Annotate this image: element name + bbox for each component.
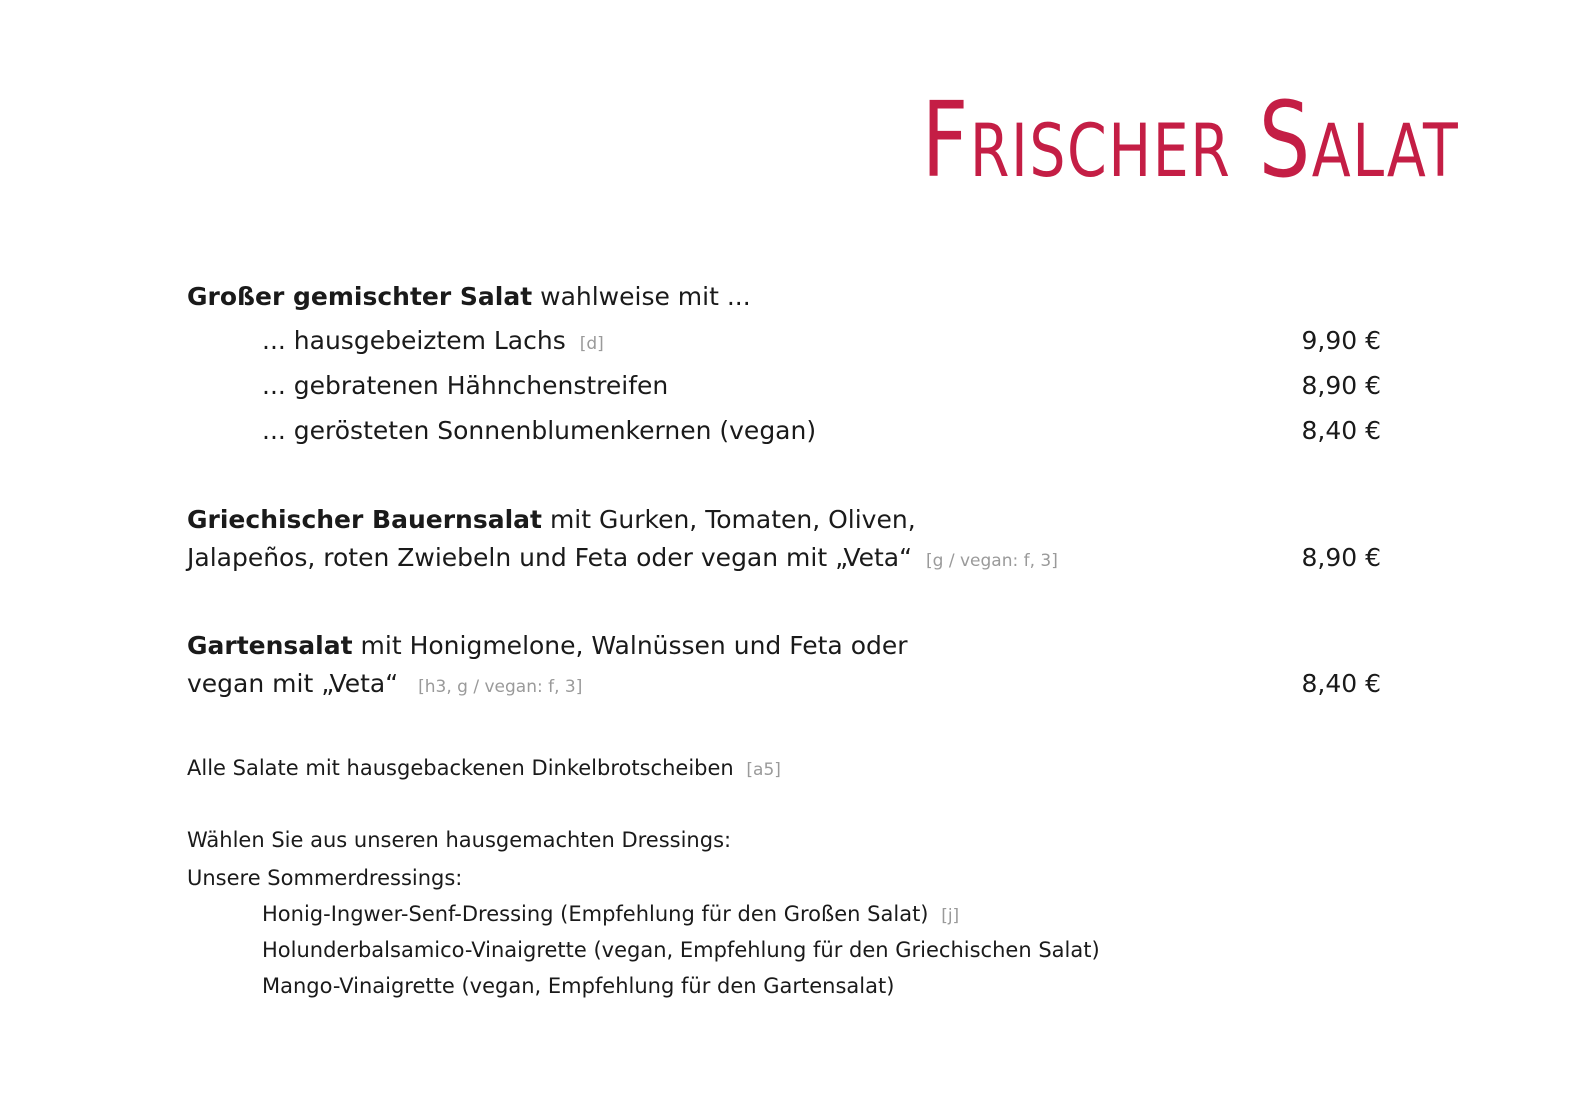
dressing-item bbox=[262, 904, 959, 925]
dressing-item bbox=[262, 940, 1100, 961]
menu-option-price: 8,90 € bbox=[1301, 371, 1381, 400]
menu-option-price: 8,40 € bbox=[1301, 416, 1381, 445]
menu-option-label: ... hausgebeiztem Lachs bbox=[262, 326, 566, 355]
menu-item-description: mit Gurken, Tomaten, Oliven, bbox=[549, 505, 916, 534]
menu-item-name: Griechischer Bauernsalat bbox=[187, 505, 542, 534]
menu-item-garten-line1 bbox=[187, 633, 908, 658]
menu-item-garten-line2 bbox=[187, 671, 582, 696]
dressing-label: Mango-Vinaigrette (vegan, Empfehlung für den Gartensalat) bbox=[262, 974, 895, 998]
menu-item-description: wahlweise mit ... bbox=[540, 282, 751, 311]
menu-item-name: Gartensalat bbox=[187, 631, 353, 660]
menu-item-description: Jalapeños, roten Zwiebeln und Feta oder vegan mit „Veta“ bbox=[187, 543, 913, 572]
dressing-label: Holunderbalsamico-Vinaigrette (vegan, Empfehlung für den Griechischen Salat) bbox=[262, 938, 1100, 962]
bread-note-text: Alle Salate mit hausgebackenen Dinkelbrotscheiben bbox=[187, 756, 734, 780]
menu-item-griechisch-line1 bbox=[187, 507, 916, 532]
menu-item-name: Großer gemischter Salat bbox=[187, 282, 533, 311]
dressing-item bbox=[262, 976, 894, 997]
menu-item-griechisch-line2 bbox=[187, 545, 1058, 570]
allergen-tag: [j] bbox=[941, 906, 960, 926]
menu-item-gross-heading bbox=[187, 284, 751, 309]
allergen-tag: [g / vegan: f, 3] bbox=[926, 551, 1058, 571]
menu-item-price: 8,40 € bbox=[1301, 669, 1381, 698]
allergen-tag: [a5] bbox=[746, 760, 781, 780]
page-title: Frischer Salat bbox=[921, 79, 1459, 201]
dressings-heading: Unsere Sommerdressings: bbox=[187, 866, 463, 890]
menu-option-label: ... gerösteten Sonnenblumenkernen (vegan) bbox=[262, 416, 817, 445]
menu-option-label: ... gebratenen Hähnchenstreifen bbox=[262, 371, 669, 400]
menu-option bbox=[262, 418, 816, 443]
bread-note bbox=[187, 758, 781, 779]
allergen-tag: [h3, g / vegan: f, 3] bbox=[418, 677, 583, 697]
dressing-label: Honig-Ingwer-Senf-Dressing (Empfehlung für den Großen Salat) bbox=[262, 902, 929, 926]
menu-item-description: mit Honigmelone, Walnüssen und Feta oder bbox=[360, 631, 908, 660]
menu-option bbox=[262, 328, 604, 353]
dressings-intro: Wählen Sie aus unseren hausgemachten Dressings: bbox=[187, 828, 732, 852]
menu-item-price: 8,90 € bbox=[1301, 543, 1381, 572]
menu-option-price: 9,90 € bbox=[1301, 326, 1381, 355]
allergen-tag: [d] bbox=[579, 334, 604, 354]
menu-item-description: vegan mit „Veta“ bbox=[187, 669, 399, 698]
menu-option bbox=[262, 373, 668, 398]
